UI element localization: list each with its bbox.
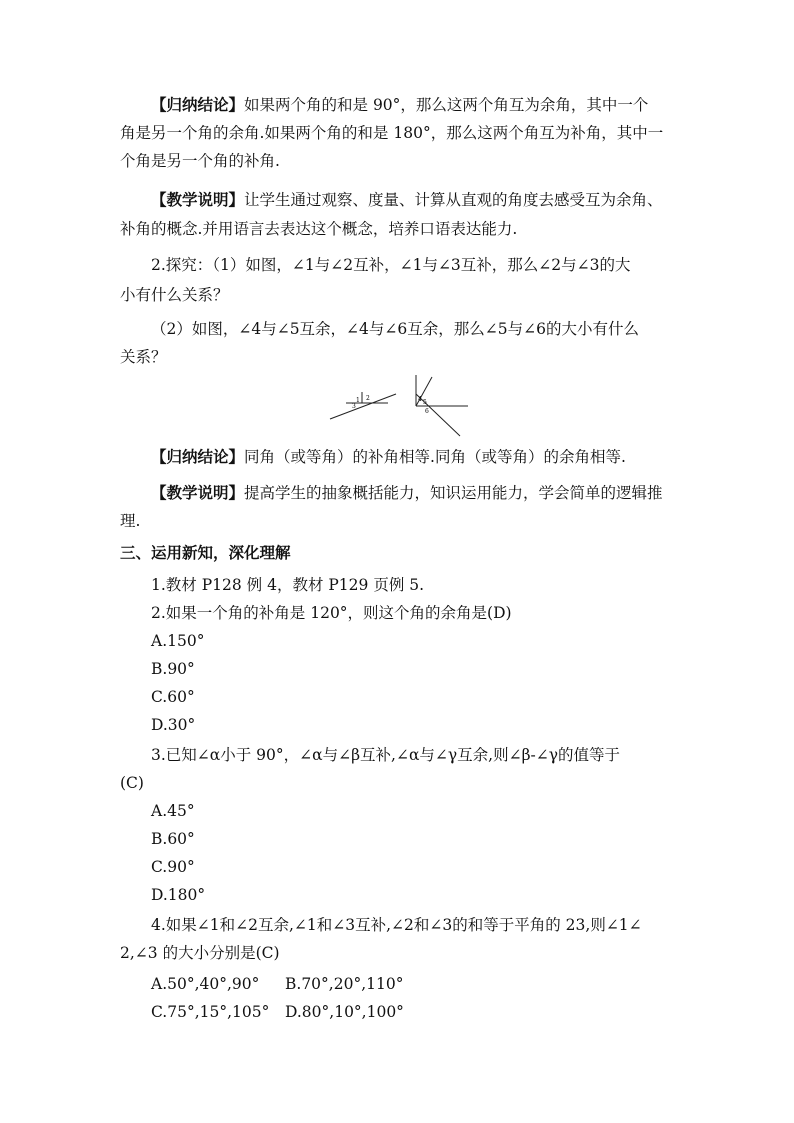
teaching-note-1-lead: 【教学说明】	[151, 190, 245, 209]
angle-figure	[326, 372, 471, 438]
conclusion-1-lead: 【归纳结论】	[151, 95, 245, 114]
question-4-line2: 2,∠3 的大小分别是(C)	[120, 944, 280, 962]
figure-label-2: 2	[366, 395, 370, 402]
section-heading: 三、运用新知，深化理解	[120, 543, 291, 562]
question-4-option-c: C.75°,15°,105°	[151, 1003, 270, 1021]
conclusion-2: 【归纳结论】同角（或等角）的补角相等.同角（或等角）的余角相等.	[151, 447, 626, 466]
conclusion-1-line1: 【归纳结论】如果两个角的和是 90°，那么这两个角互为余角，其中一个	[151, 95, 649, 114]
question-2-option-a: A.150°	[151, 632, 205, 650]
teaching-note-1-line2: 补角的概念.并用语言去表达这个概念，培养口语表达能力.	[120, 220, 518, 238]
question-3-option-b: B.60°	[151, 830, 195, 848]
conclusion-1-line3: 个角是另一个角的补角.	[120, 152, 280, 170]
figure-label-5: 5	[423, 399, 427, 406]
figure-left-horizontal-line	[330, 394, 396, 419]
question-3-line2: (C)	[120, 774, 144, 792]
question-2-stem: 2.如果一个角的补角是 120°，则这个角的余角是(D)	[151, 604, 512, 622]
explore-2-line2: 关系？	[120, 348, 167, 366]
teaching-note-2-lead: 【教学说明】	[151, 483, 245, 502]
teaching-note-2-line2: 理.	[120, 512, 141, 530]
question-4-options-row-1	[151, 970, 403, 998]
question-3-option-d: D.180°	[151, 886, 206, 904]
figure-right	[416, 375, 468, 436]
explore-1-line2: 小有什么关系？	[120, 286, 229, 304]
figure-label-3: 3	[352, 403, 356, 410]
conclusion-2-lead: 【归纳结论】	[151, 447, 245, 466]
question-4-options-row-2	[151, 998, 404, 1026]
figure-label-1: 1	[356, 397, 360, 404]
question-2-option-c: C.60°	[151, 688, 195, 706]
explore-2-line1: （2）如图，∠4与∠5互余，∠4与∠6互余，那么∠5与∠6的大小有什么	[151, 320, 639, 338]
question-2-option-b: B.90°	[151, 660, 195, 678]
figure-left	[330, 392, 396, 419]
explore-1-line1: 2.探究：（1）如图，∠1与∠2互补，∠1与∠3互补，那么∠2与∠3的大	[151, 256, 631, 274]
teaching-note-1-line1: 【教学说明】让学生通过观察、度量、计算从直观的角度去感受互为余角、	[151, 190, 663, 209]
question-3-option-c: C.90°	[151, 858, 195, 876]
question-2-option-d: D.30°	[151, 716, 196, 734]
question-4-option-b: B.70°,20°,110°	[285, 975, 404, 993]
teaching-note-2-line1: 【教学说明】提高学生的抽象概括能力，知识运用能力，学会简单的逻辑推	[151, 483, 663, 502]
question-4-option-d: D.80°,10°,100°	[285, 1003, 404, 1021]
figure-label-6: 6	[425, 408, 429, 415]
figure-label-4: 4	[418, 396, 422, 403]
question-3-option-a: A.45°	[151, 802, 195, 820]
question-4-option-a: A.50°,40°,90°	[151, 975, 260, 993]
question-4-line1: 4.如果∠1和∠2互余,∠1和∠3互补,∠2和∠3的和等于平角的 23,则∠1∠	[151, 916, 642, 934]
question-1: 1.教材 P128 例 4，教材 P129 页例 5.	[151, 576, 425, 594]
conclusion-1-line2: 角是另一个角的余角.如果两个角的和是 180°，那么这两个角互为补角，其中一	[120, 124, 664, 142]
question-3-line1: 3.已知∠α小于 90°，∠α与∠β互补,∠α与∠γ互余,则∠β-∠γ的值等于	[151, 746, 621, 764]
